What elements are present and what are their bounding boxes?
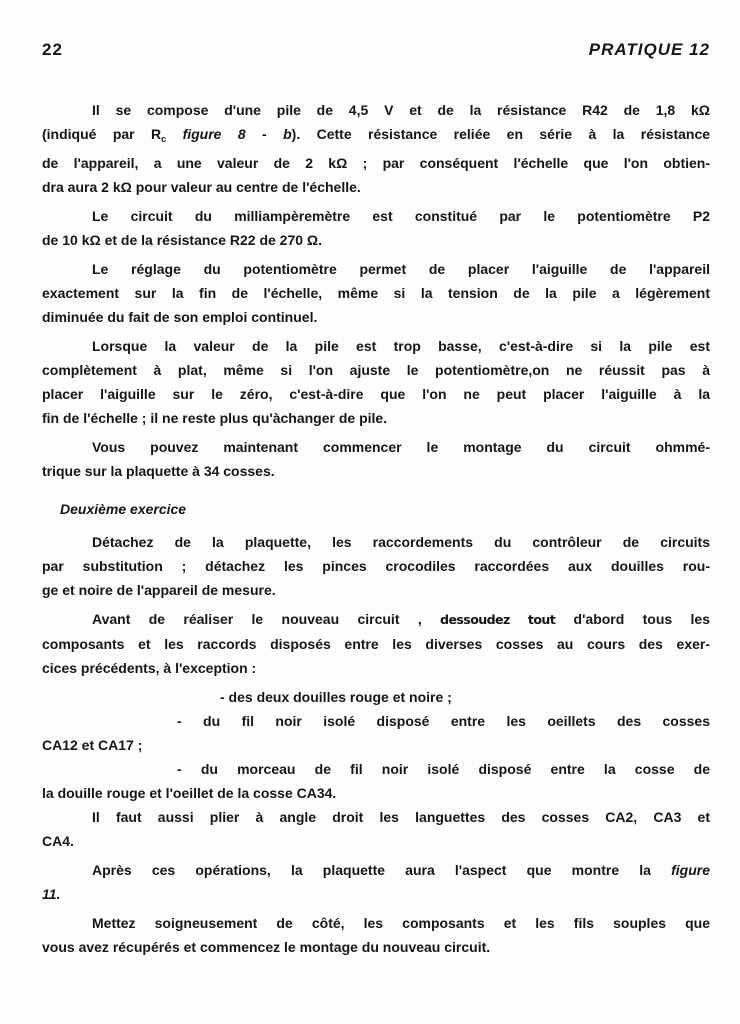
text-line — [42, 757, 710, 781]
text-run: cices précédents, à l'exception : — [42, 660, 257, 676]
text-line — [42, 175, 710, 199]
text-run: c — [161, 134, 167, 144]
section-heading: Deuxième exercice — [60, 501, 187, 517]
paragraph — [42, 334, 710, 430]
text-line — [42, 709, 710, 733]
text-line — [42, 358, 710, 382]
text-line — [42, 122, 710, 151]
text-line — [42, 733, 710, 757]
text-run: Le circuit du milliampèremètre est constitué par le potentiomètre P2 — [92, 208, 710, 224]
text-run: vous avez récupérés et commencez le montage du nouveau circuit. — [42, 939, 491, 955]
text-line — [42, 882, 710, 906]
text-run: diminuée du fait de son emploi continuel. — [42, 309, 318, 325]
page-header — [42, 40, 710, 60]
text-run: d'abord tous les — [555, 611, 710, 627]
text-run: dessoudez tout — [440, 612, 556, 627]
text-line — [42, 204, 710, 228]
text-line — [42, 935, 710, 959]
text-line — [42, 435, 710, 459]
text-run: CA4. — [42, 833, 74, 849]
text-line — [42, 151, 710, 175]
paragraph — [42, 858, 710, 906]
paragraph — [42, 805, 710, 853]
text-run: dra aura 2 kΩ pour valeur au centre de l'échelle. — [42, 179, 361, 195]
text-line — [42, 685, 710, 709]
text-run: Il faut aussi plier à angle droit les languettes des cosses CA2, CA3 et — [92, 809, 710, 825]
paragraph — [42, 435, 710, 483]
text-line — [42, 334, 710, 358]
text-line — [42, 98, 710, 122]
text-run: complètement à plat, même si l'on ajuste le potentiomètre,on ne réussit pas à — [42, 362, 710, 378]
text-line — [42, 781, 710, 805]
text-run — [166, 126, 182, 142]
list-item — [42, 685, 710, 709]
text-line — [42, 382, 710, 406]
text-run: par substitution ; détachez les pinces crocodiles raccordées aux douilles rou- — [42, 558, 710, 574]
list-item — [42, 757, 710, 805]
text-run: de 10 kΩ et de la résistance R22 de 270 Ω. — [42, 232, 323, 248]
text-run: Le réglage du potentiomètre permet de placer l'aiguille de l'appareil — [92, 261, 710, 277]
text-line — [42, 228, 710, 252]
paragraph — [42, 98, 710, 199]
paragraph — [42, 607, 710, 680]
text-line — [42, 257, 710, 281]
text-run: composants et les raccords disposés entre les diverses cosses au cours des exer- — [42, 636, 710, 652]
text-run: CA12 et CA17 ; — [42, 737, 143, 753]
text-run: Mettez soigneusement de côté, les composants et les fils souples que — [92, 915, 710, 931]
text-line — [42, 554, 710, 578]
text-run: fin de l'échelle ; il ne reste plus qu'àchanger de pile. — [42, 410, 388, 426]
text-run: ). Cette résistance reliée en série à la résistance — [291, 126, 711, 142]
text-run: exactement sur la fin de l'échelle, même si la tension de la pile a légèrement — [42, 285, 710, 301]
text-run: 11. — [42, 886, 61, 902]
text-line — [42, 406, 710, 430]
text-line — [42, 805, 710, 829]
text-line — [42, 829, 710, 853]
text-line — [42, 858, 710, 882]
text-run: - du fil noir isolé disposé entre les oeillets des cosses — [177, 713, 710, 729]
text-line — [42, 578, 710, 602]
page-number: 22 — [42, 40, 63, 59]
paragraph — [42, 530, 710, 602]
text-run: figure 8 - b — [182, 126, 292, 142]
text-run: Avant de réaliser le nouveau circuit , — [92, 611, 441, 627]
list-item — [42, 709, 710, 757]
text-run: Vous pouvez maintenant commencer le montage du circuit ohmmé- — [92, 439, 710, 455]
text-line — [42, 530, 710, 554]
text-run: placer l'aiguille sur le zéro, c'est-à-dire que l'on ne peut placer l'aiguille à la — [42, 386, 710, 402]
text-line — [42, 607, 710, 632]
paragraph — [42, 204, 710, 252]
text-line — [42, 911, 710, 935]
paragraph — [42, 257, 710, 329]
text-run: figure — [671, 862, 710, 878]
text-run: - du morceau de fil noir isolé disposé entre la cosse de — [177, 761, 710, 777]
text-run: - des deux douilles rouge et noire ; — [220, 689, 452, 705]
page-body — [42, 98, 710, 959]
text-run: de l'appareil, a une valeur de 2 kΩ ; par conséquent l'échelle que l'on obtien- — [42, 155, 710, 171]
text-line — [42, 281, 710, 305]
text-line — [42, 459, 710, 483]
text-run: (indiqué par R — [42, 126, 162, 142]
paragraph — [42, 911, 710, 959]
text-run: Après ces opérations, la plaquette aura l'aspect que montre la — [92, 862, 672, 878]
text-line — [42, 656, 710, 680]
text-run: Détachez de la plaquette, les raccordements du contrôleur de circuits — [92, 534, 710, 550]
running-title: PRATIQUE 12 — [588, 40, 710, 59]
text-run: trique sur la plaquette à 34 cosses. — [42, 463, 275, 479]
text-run: ge et noire de l'appareil de mesure. — [42, 582, 276, 598]
text-run: Lorsque la valeur de la pile est trop basse, c'est-à-dire si la pile est — [92, 338, 710, 354]
text-line — [42, 632, 710, 656]
text-line — [42, 305, 710, 329]
text-run: la douille rouge et l'oeillet de la cosse CA34. — [42, 785, 337, 801]
text-run: Il se compose d'une pile de 4,5 V et de la résistance R42 de 1,8 kΩ — [92, 102, 710, 118]
